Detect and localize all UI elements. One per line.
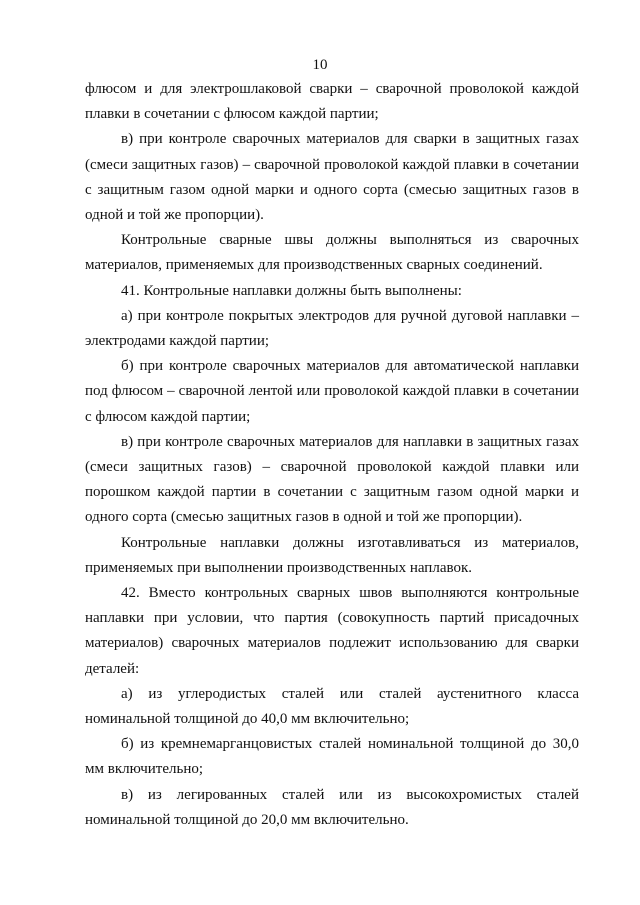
paragraph-control-surfacing: Контрольные наплавки должны изготавливаться из материалов, применяемых при выполнении производственных наплавок. [85, 534, 579, 576]
paragraph-item-v-welding-gas: в) при контроле сварочных материалов для сварки в защитных газах (смеси защитных газов) – сварочной проволокой каждой плавки в сочетании с защитным газом одной марки и одного сорта (смесью защитных газов в одной и той же пропорции). [85, 131, 579, 224]
paragraph-item-a-electrodes: а) при контроле покрытых электродов для ручной дуговой наплавки – электродами каждой партии; [85, 307, 579, 350]
paragraph-item-b-submerged: б) при контроле сварочных материалов для автоматической наплавки под флюсом – сварочной лентой или проволокой каждой плавки в сочетании с флюсом каждой партии; [85, 358, 579, 425]
paragraph-continuation: флюсом и для электрошлаковой сварки – сварочной проволокой каждой плавки в сочетании с флюсом каждой партии; [85, 81, 579, 123]
page-number: 10 [312, 57, 328, 73]
paragraph-clause-42: 42. Вместо контрольных сварных швов выполняются контрольные наплавки при условии, что партия (совокупность партий присадочных материалов) сварочных материалов подлежит использованию для сварки деталей: [85, 585, 579, 677]
paragraph-control-welds: Контрольные сварные швы должны выполняться из сварочных материалов, применяемых для производственных сварных соединений. [85, 232, 579, 274]
paragraph-item-v-alloy-steel: в) из легированных сталей или из высокохромистых сталей номинальной толщиной до 20,0 мм включительно. [85, 786, 579, 828]
paragraph-clause-41: 41. Контрольные наплавки должны быть выполнены: [121, 282, 462, 299]
document-body [85, 77, 579, 833]
paragraph-item-a-carbon-steel: а) из углеродистых сталей или сталей аустенитного класса номинальной толщиной до 40,0 мм включительно; [85, 685, 579, 728]
paragraph-item-v-surfacing-gas: в) при контроле сварочных материалов для наплавки в защитных газах (смеси защитных газов) – сварочной проволокой каждой плавки или порошком каждой партии в сочетании с защитным газом одной марки и одного сорта (смесью защитных газов в одной и той же пропорции). [85, 433, 579, 526]
paragraph-item-b-silicomanganese-steel: б) из кремнемарганцовистых сталей номинальной толщиной до 30,0 мм включительно; [85, 736, 579, 778]
